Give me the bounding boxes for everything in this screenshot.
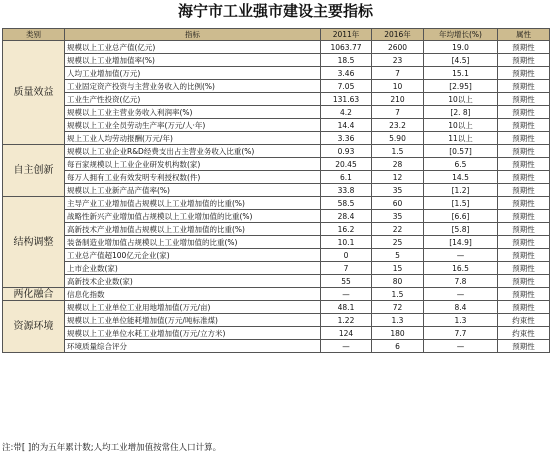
growth-cell: 7.8 — [424, 275, 498, 288]
value-2016-cell: 22 — [372, 223, 424, 236]
growth-cell: [5.8] — [424, 223, 498, 236]
attribute-cell: 预期性 — [498, 158, 550, 171]
value-2011-cell: 1.22 — [321, 314, 372, 327]
growth-cell: 14.5 — [424, 171, 498, 184]
growth-cell: 16.5 — [424, 262, 498, 275]
value-2016-cell: 12 — [372, 171, 424, 184]
value-2016-cell: 210 — [372, 93, 424, 106]
attribute-cell: 约束性 — [498, 314, 550, 327]
growth-cell: 11以上 — [424, 132, 498, 145]
indicator-cell: 规上工业人均劳动报酬(万元/年) — [65, 132, 321, 145]
attribute-cell: 预期性 — [498, 119, 550, 132]
value-2016-cell: 23 — [372, 54, 424, 67]
value-2011-cell: 14.4 — [321, 119, 372, 132]
attribute-cell: 预期性 — [498, 340, 550, 353]
indicator-cell: 每百家规模以上工业企业研发机构数(家) — [65, 158, 321, 171]
indicator-cell: 工业总产值超100亿元企业(家) — [65, 249, 321, 262]
growth-cell: 10以上 — [424, 93, 498, 106]
table-row — [3, 132, 550, 145]
growth-cell: [14.9] — [424, 236, 498, 249]
table-header-row — [3, 29, 550, 41]
attribute-cell: 预期性 — [498, 236, 550, 249]
value-2011-cell: 131.63 — [321, 93, 372, 106]
growth-cell: — — [424, 249, 498, 262]
indicator-cell: 环境质量综合评分 — [65, 340, 321, 353]
table-row — [3, 249, 550, 262]
attribute-cell: 预期性 — [498, 145, 550, 158]
value-2011-cell: 3.36 — [321, 132, 372, 145]
value-2011-cell: 3.46 — [321, 67, 372, 80]
growth-cell: — — [424, 288, 498, 301]
table-row — [3, 301, 550, 314]
attribute-cell: 预期性 — [498, 106, 550, 119]
value-2016-cell: 35 — [372, 184, 424, 197]
value-2016-cell: 2600 — [372, 41, 424, 54]
header-2011: 2011年 — [321, 29, 372, 41]
value-2016-cell: 1.5 — [372, 288, 424, 301]
growth-cell: [4.5] — [424, 54, 498, 67]
table-row — [3, 262, 550, 275]
category-cell: 两化融合 — [3, 288, 65, 301]
table-row — [3, 119, 550, 132]
header-indicator: 指标 — [65, 29, 321, 41]
value-2011-cell: — — [321, 340, 372, 353]
growth-cell: [6.6] — [424, 210, 498, 223]
value-2016-cell: 1.3 — [372, 314, 424, 327]
value-2011-cell: — — [321, 288, 372, 301]
growth-cell: 10以上 — [424, 119, 498, 132]
table-row — [3, 288, 550, 301]
indicator-cell: 装备制造业增加值占规模以上工业增加值的比重(%) — [65, 236, 321, 249]
value-2011-cell: 10.1 — [321, 236, 372, 249]
indicator-cell: 战略性新兴产业增加值占规模以上工业增加值的比重(%) — [65, 210, 321, 223]
indicator-cell: 规模以上工业主营业务收入利润率(%) — [65, 106, 321, 119]
value-2016-cell: 80 — [372, 275, 424, 288]
attribute-cell: 预期性 — [498, 275, 550, 288]
table-body — [3, 41, 550, 353]
header-attribute: 属性 — [498, 29, 550, 41]
header-growth: 年均增长(%) — [424, 29, 498, 41]
attribute-cell: 约束性 — [498, 327, 550, 340]
indicator-cell: 规模以上工业企业R&D经费支出占主营业务收入比重(%) — [65, 145, 321, 158]
value-2011-cell: 20.45 — [321, 158, 372, 171]
page-title: 海宁市工业强市建设主要指标 — [177, 2, 373, 20]
attribute-cell: 预期性 — [498, 67, 550, 80]
growth-cell: [1.5] — [424, 197, 498, 210]
table-row — [3, 314, 550, 327]
table-row — [3, 54, 550, 67]
attribute-cell: 预期性 — [498, 223, 550, 236]
footnote: 注:带[ ]的为五年累计数;人均工业增加值按常住人口计算。 — [2, 443, 222, 453]
value-2011-cell: 4.2 — [321, 106, 372, 119]
table-row — [3, 327, 550, 340]
attribute-cell: 预期性 — [498, 288, 550, 301]
growth-cell: [0.57] — [424, 145, 498, 158]
indicator-cell: 规模以上工业增加值率(%) — [65, 54, 321, 67]
indicator-cell: 规模以上工业单位水耗工业增加值(万元/立方米) — [65, 327, 321, 340]
table-row — [3, 236, 550, 249]
table-row — [3, 158, 550, 171]
header-2016: 2016年 — [372, 29, 424, 41]
value-2011-cell: 7.05 — [321, 80, 372, 93]
value-2011-cell: 0.93 — [321, 145, 372, 158]
category-cell: 结构调整 — [3, 197, 65, 288]
attribute-cell: 预期性 — [498, 171, 550, 184]
value-2016-cell: 6 — [372, 340, 424, 353]
growth-cell: 1.3 — [424, 314, 498, 327]
growth-cell: [1.2] — [424, 184, 498, 197]
indicator-cell: 人均工业增加值(万元) — [65, 67, 321, 80]
growth-cell: 7.7 — [424, 327, 498, 340]
table-row — [3, 223, 550, 236]
value-2011-cell: 55 — [321, 275, 372, 288]
indicator-cell: 高新技术产业增加值占规模以上工业增加值的比重(%) — [65, 223, 321, 236]
table-row — [3, 67, 550, 80]
growth-cell: [2. 8] — [424, 106, 498, 119]
table-row — [3, 145, 550, 158]
value-2011-cell: 28.4 — [321, 210, 372, 223]
value-2011-cell: 7 — [321, 262, 372, 275]
attribute-cell: 预期性 — [498, 249, 550, 262]
value-2016-cell: 60 — [372, 197, 424, 210]
value-2011-cell: 0 — [321, 249, 372, 262]
indicator-cell: 高新技术企业数(家) — [65, 275, 321, 288]
value-2016-cell: 1.5 — [372, 145, 424, 158]
table-row — [3, 275, 550, 288]
attribute-cell: 预期性 — [498, 54, 550, 67]
value-2011-cell: 1063.77 — [321, 41, 372, 54]
value-2011-cell: 33.8 — [321, 184, 372, 197]
value-2016-cell: 180 — [372, 327, 424, 340]
value-2016-cell: 7 — [372, 106, 424, 119]
value-2011-cell: 16.2 — [321, 223, 372, 236]
attribute-cell: 预期性 — [498, 41, 550, 54]
attribute-cell: 预期性 — [498, 301, 550, 314]
indicator-cell: 规模以上工业单位能耗增加值(万元/吨标准煤) — [65, 314, 321, 327]
value-2016-cell: 25 — [372, 236, 424, 249]
value-2011-cell: 6.1 — [321, 171, 372, 184]
attribute-cell: 预期性 — [498, 184, 550, 197]
attribute-cell: 预期性 — [498, 93, 550, 106]
header-category: 类别 — [3, 29, 65, 41]
growth-cell: 8.4 — [424, 301, 498, 314]
value-2016-cell: 7 — [372, 67, 424, 80]
table-row — [3, 80, 550, 93]
value-2016-cell: 5.90 — [372, 132, 424, 145]
growth-cell: [2.95] — [424, 80, 498, 93]
indicator-cell: 上市企业数(家) — [65, 262, 321, 275]
indicator-cell: 规模以上工业全员劳动生产率(万元/人·年) — [65, 119, 321, 132]
value-2011-cell: 48.1 — [321, 301, 372, 314]
table-row — [3, 171, 550, 184]
growth-cell: 19.0 — [424, 41, 498, 54]
value-2016-cell: 35 — [372, 210, 424, 223]
indicator-cell: 规模以上工业单位工业用地增加值(万元/亩) — [65, 301, 321, 314]
indicator-cell: 工业生产性投资(亿元) — [65, 93, 321, 106]
value-2016-cell: 15 — [372, 262, 424, 275]
table-row — [3, 41, 550, 54]
value-2011-cell: 18.5 — [321, 54, 372, 67]
attribute-cell: 预期性 — [498, 262, 550, 275]
value-2016-cell: 72 — [372, 301, 424, 314]
attribute-cell: 预期性 — [498, 197, 550, 210]
growth-cell: 15.1 — [424, 67, 498, 80]
category-cell: 自主创新 — [3, 145, 65, 197]
value-2011-cell: 58.5 — [321, 197, 372, 210]
table-row — [3, 340, 550, 353]
category-cell: 质量效益 — [3, 41, 65, 145]
indicator-cell: 信息化指数 — [65, 288, 321, 301]
attribute-cell: 预期性 — [498, 132, 550, 145]
attribute-cell: 预期性 — [498, 80, 550, 93]
value-2016-cell: 23.2 — [372, 119, 424, 132]
table-row — [3, 210, 550, 223]
indicator-cell: 每万人拥有工业有效发明专利授权数(件) — [65, 171, 321, 184]
attribute-cell: 预期性 — [498, 210, 550, 223]
table-row — [3, 184, 550, 197]
growth-cell: 6.5 — [424, 158, 498, 171]
value-2011-cell: 124 — [321, 327, 372, 340]
value-2016-cell: 28 — [372, 158, 424, 171]
value-2016-cell: 10 — [372, 80, 424, 93]
indicator-cell: 工业固定资产投资与主营业务收入的比例(%) — [65, 80, 321, 93]
category-cell: 资源环境 — [3, 301, 65, 353]
indicator-cell: 规模以上工业总产值(亿元) — [65, 41, 321, 54]
value-2016-cell: 5 — [372, 249, 424, 262]
table-row — [3, 106, 550, 119]
indicator-table — [2, 28, 550, 353]
growth-cell: — — [424, 340, 498, 353]
indicator-cell: 规模以上工业新产品产值率(%) — [65, 184, 321, 197]
table-row — [3, 93, 550, 106]
indicator-cell: 主导产业工业增加值占规模以上工业增加值的比重(%) — [65, 197, 321, 210]
table-row — [3, 197, 550, 210]
